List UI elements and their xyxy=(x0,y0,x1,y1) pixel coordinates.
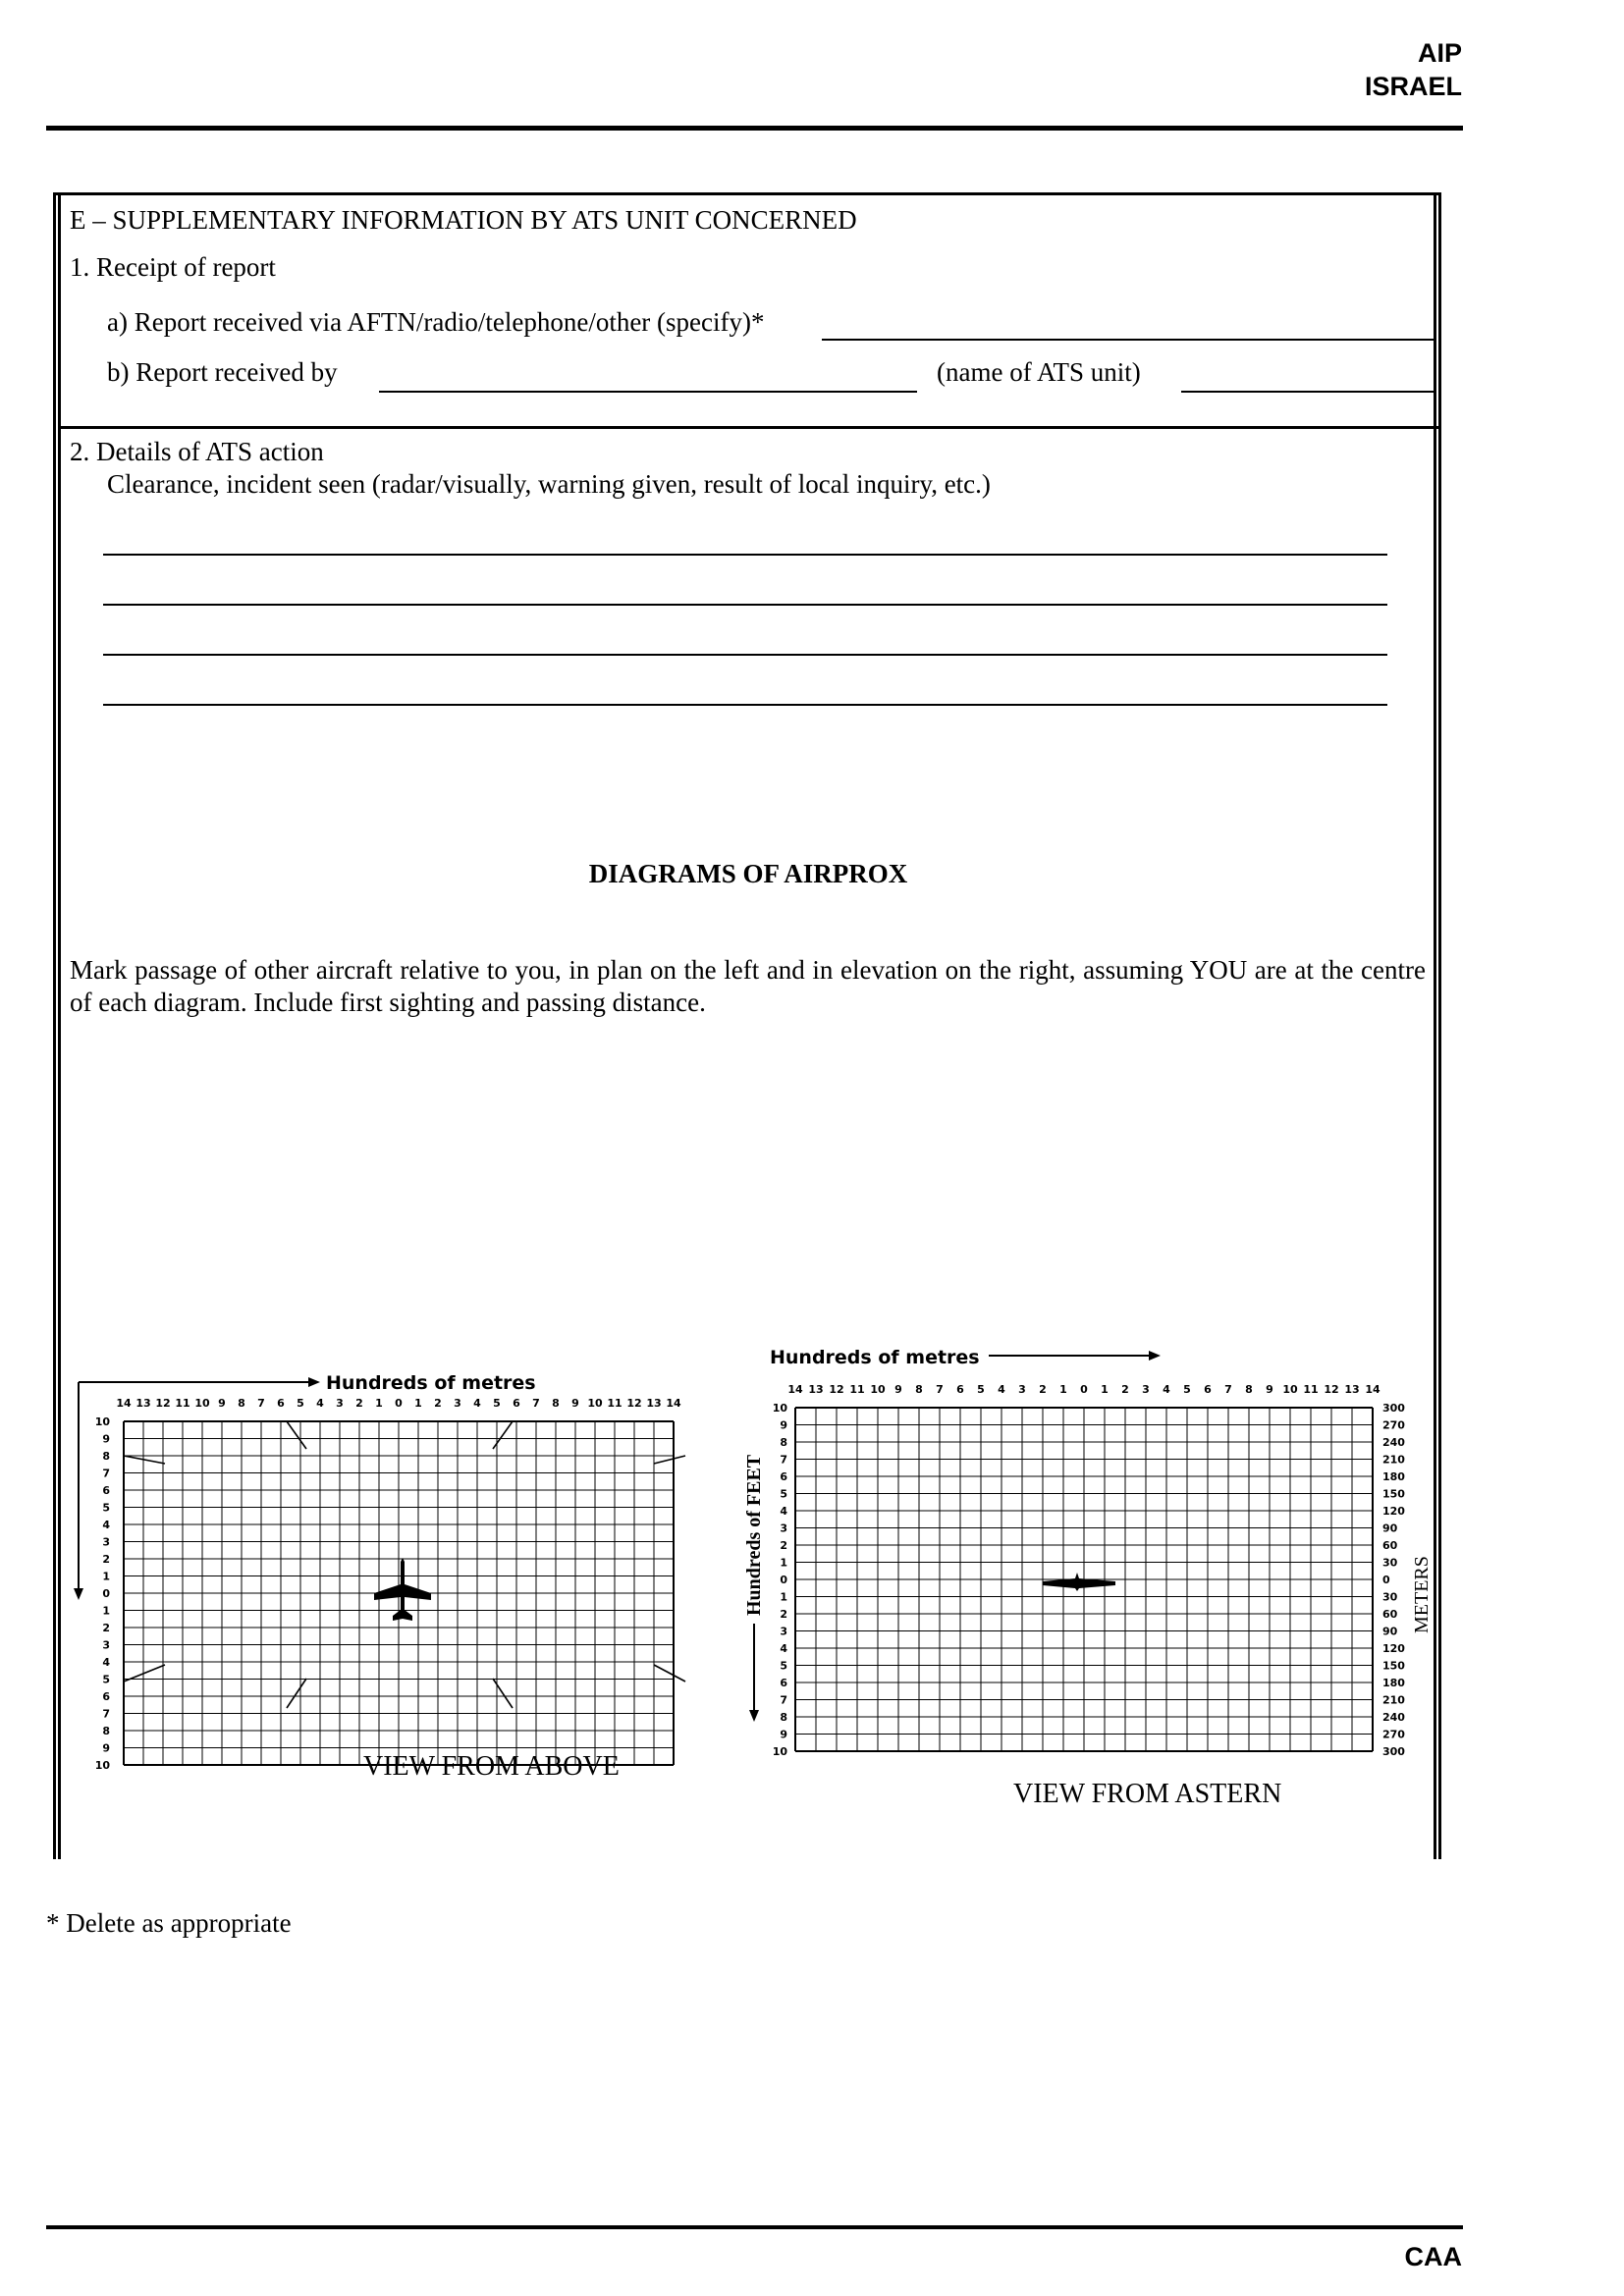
astern-y-tick-label: 5 xyxy=(780,1659,787,1673)
astern-x-tick-label: 11 xyxy=(1303,1383,1319,1396)
astern-x-tick-label: 10 xyxy=(870,1383,886,1396)
aircraft-plan-icon xyxy=(374,1558,431,1621)
above-y-tick-label: 7 xyxy=(102,1707,110,1721)
above-x-tick-label: 5 xyxy=(297,1397,304,1410)
diagrams-instructions: Mark passage of other aircraft relative to you, in plan on the left and in elevation on the right, assuming YOU are at the centre of each diagram. Include first sighting and passing distance. xyxy=(70,955,1426,1017)
astern-meter-ticks xyxy=(1382,1402,1405,1758)
above-x-tick-label: 7 xyxy=(532,1397,540,1410)
astern-meter-tick-label: 210 xyxy=(1382,1693,1405,1707)
astern-meter-tick-label: 60 xyxy=(1382,1539,1398,1552)
ats-unit-name-field[interactable] xyxy=(1181,391,1434,393)
above-x-tick-label: 8 xyxy=(238,1397,245,1410)
item-report-received-by: b) Report received by xyxy=(107,357,338,387)
above-y-tick-label: 1 xyxy=(102,1604,110,1618)
header-israel: ISRAEL xyxy=(1364,72,1462,101)
above-y-tick-label: 1 xyxy=(102,1570,110,1583)
astern-x-tick-label: 12 xyxy=(829,1383,844,1396)
astern-x-tick-label: 2 xyxy=(1121,1383,1129,1396)
header-aip: AIP xyxy=(1417,38,1462,68)
frame-left-border-inner xyxy=(58,192,61,1859)
astern-x-tick-label: 2 xyxy=(1039,1383,1047,1396)
above-x-tick-label: 6 xyxy=(513,1397,520,1410)
astern-meter-tick-label: 300 xyxy=(1382,1745,1405,1758)
footnote: * Delete as appropriate xyxy=(46,1908,292,1938)
astern-y-tick-label: 9 xyxy=(780,1728,787,1741)
item-report-received-via: a) Report received via AFTN/radio/telephone/other (specify)* xyxy=(107,307,765,337)
astern-x-tick-label: 14 xyxy=(1365,1383,1380,1396)
astern-x-tick-label: 13 xyxy=(1344,1383,1360,1396)
above-y-tick-label: 0 xyxy=(102,1587,110,1600)
astern-y-tick-label: 8 xyxy=(780,1711,787,1724)
footer-caa: CAA xyxy=(1404,2242,1462,2271)
down-arrow-icon xyxy=(749,1710,759,1722)
astern-meter-tick-label: 0 xyxy=(1382,1574,1390,1586)
frame-left-border-outer xyxy=(53,192,56,1859)
astern-meter-tick-label: 30 xyxy=(1382,1556,1398,1570)
ats-action-line-4[interactable] xyxy=(103,704,1387,706)
footer-rule xyxy=(46,2225,1463,2229)
above-x-tick-label: 1 xyxy=(414,1397,422,1410)
astern-x-tick-label: 4 xyxy=(1163,1383,1170,1396)
astern-meter-tick-label: 30 xyxy=(1382,1590,1398,1604)
item-details-of-ats-action: 2. Details of ATS action xyxy=(70,437,324,466)
above-y-tick-label: 2 xyxy=(102,1622,110,1634)
astern-meter-tick-label: 180 xyxy=(1382,1677,1405,1689)
above-y-tick-label: 10 xyxy=(94,1759,110,1772)
above-x-tick-label: 14 xyxy=(666,1397,681,1410)
above-caption: VIEW FROM ABOVE xyxy=(363,1751,620,1782)
report-via-specify-field[interactable] xyxy=(822,339,1434,341)
astern-x-tick-label: 9 xyxy=(894,1383,902,1396)
astern-y-tick-label: 1 xyxy=(780,1590,787,1604)
above-x-tick-label: 14 xyxy=(116,1397,132,1410)
above-x-tick-label: 2 xyxy=(355,1397,363,1410)
astern-x-tick-label: 9 xyxy=(1266,1383,1273,1396)
above-y-tick-label: 3 xyxy=(102,1638,110,1652)
astern-x-tick-label: 12 xyxy=(1324,1383,1339,1396)
above-y-tick-label: 2 xyxy=(102,1553,110,1566)
astern-x-tick-label: 4 xyxy=(998,1383,1005,1396)
above-y-tick-label: 6 xyxy=(102,1690,110,1703)
above-y-tick-label: 9 xyxy=(102,1432,110,1446)
astern-y-tick-label: 4 xyxy=(780,1505,787,1518)
astern-y-tick-label: 2 xyxy=(780,1539,787,1552)
above-x-tick-label: 2 xyxy=(434,1397,442,1410)
above-x-tick-label: 4 xyxy=(473,1397,481,1410)
astern-y-tick-label: 7 xyxy=(780,1453,787,1467)
above-y-tick-label: 5 xyxy=(102,1501,110,1515)
report-received-by-field[interactable] xyxy=(379,391,917,393)
ats-action-line-1[interactable] xyxy=(103,554,1387,556)
frame-top-border xyxy=(53,192,1441,195)
astern-x-tick-label: 3 xyxy=(1142,1383,1150,1396)
astern-meter-tick-label: 210 xyxy=(1382,1453,1405,1467)
above-x-ticks xyxy=(116,1397,681,1410)
astern-y-tick-label: 9 xyxy=(780,1418,787,1432)
astern-meter-tick-label: 120 xyxy=(1382,1642,1405,1655)
astern-meter-tick-label: 270 xyxy=(1382,1418,1405,1432)
above-x-tick-label: 6 xyxy=(277,1397,285,1410)
astern-x-tick-label: 10 xyxy=(1282,1383,1298,1396)
astern-y-tick-label: 7 xyxy=(780,1693,787,1707)
item-receipt-of-report: 1. Receipt of report xyxy=(70,252,276,282)
above-x-tick-label: 11 xyxy=(175,1397,190,1410)
above-x-tick-label: 10 xyxy=(194,1397,210,1410)
astern-x-tick-label: 7 xyxy=(1224,1383,1232,1396)
above-x-tick-label: 5 xyxy=(493,1397,501,1410)
astern-x-ticks xyxy=(787,1383,1380,1396)
astern-x-tick-label: 11 xyxy=(849,1383,865,1396)
above-y-tick-label: 3 xyxy=(102,1535,110,1549)
astern-y-ticks xyxy=(773,1402,788,1758)
above-x-tick-label: 7 xyxy=(257,1397,265,1410)
view-from-astern-diagram[interactable] xyxy=(738,1339,1450,1809)
astern-meter-tick-label: 120 xyxy=(1382,1505,1405,1518)
astern-x-tick-label: 0 xyxy=(1080,1383,1088,1396)
astern-meter-tick-label: 300 xyxy=(1382,1402,1405,1415)
above-x-tick-label: 4 xyxy=(316,1397,324,1410)
astern-x-tick-label: 13 xyxy=(808,1383,824,1396)
above-y-tick-label: 5 xyxy=(102,1673,110,1686)
astern-y-tick-label: 3 xyxy=(780,1522,787,1535)
astern-x-tick-label: 7 xyxy=(936,1383,944,1396)
above-y-ticks xyxy=(95,1415,111,1772)
astern-meter-tick-label: 180 xyxy=(1382,1470,1405,1483)
above-y-tick-label: 6 xyxy=(102,1484,110,1497)
above-x-tick-label: 12 xyxy=(626,1397,642,1410)
astern-meter-tick-label: 240 xyxy=(1382,1711,1405,1724)
above-y-tick-label: 4 xyxy=(102,1656,110,1669)
ats-action-line-3[interactable] xyxy=(103,654,1387,656)
section-divider xyxy=(58,426,1438,429)
above-x-tick-label: 3 xyxy=(454,1397,461,1410)
astern-x-tick-label: 8 xyxy=(1245,1383,1253,1396)
right-arrow-icon xyxy=(1149,1351,1161,1361)
above-y-tick-label: 8 xyxy=(102,1450,110,1463)
above-x-tick-label: 13 xyxy=(646,1397,662,1410)
astern-meter-tick-label: 90 xyxy=(1382,1625,1398,1638)
astern-meter-tick-label: 150 xyxy=(1382,1659,1405,1673)
astern-meter-tick-label: 150 xyxy=(1382,1487,1405,1501)
astern-x-tick-label: 5 xyxy=(1183,1383,1191,1396)
above-y-tick-label: 7 xyxy=(102,1467,110,1480)
astern-meter-tick-label: 270 xyxy=(1382,1728,1405,1741)
above-y-tick-label: 9 xyxy=(102,1741,110,1755)
astern-x-tick-label: 5 xyxy=(977,1383,985,1396)
above-x-tick-label: 9 xyxy=(218,1397,226,1410)
astern-y-tick-label: 8 xyxy=(780,1436,787,1449)
above-x-tick-label: 12 xyxy=(155,1397,171,1410)
above-x-tick-label: 10 xyxy=(587,1397,603,1410)
above-x-tick-label: 11 xyxy=(607,1397,623,1410)
astern-x-tick-label: 6 xyxy=(1204,1383,1212,1396)
astern-caption: VIEW FROM ASTERN xyxy=(1013,1779,1282,1809)
above-x-tick-label: 3 xyxy=(336,1397,344,1410)
astern-axis-title: Hundreds of metres xyxy=(770,1347,980,1368)
astern-meter-tick-label: 90 xyxy=(1382,1522,1398,1535)
astern-x-tick-label: 1 xyxy=(1059,1383,1067,1396)
astern-y-tick-label: 2 xyxy=(780,1608,787,1621)
astern-x-tick-label: 14 xyxy=(787,1383,803,1396)
astern-feet-title: Hundreds of FEET xyxy=(743,1454,765,1616)
above-x-tick-label: 1 xyxy=(375,1397,383,1410)
astern-y-tick-label: 4 xyxy=(780,1642,787,1655)
above-x-tick-label: 0 xyxy=(395,1397,403,1410)
astern-y-tick-label: 0 xyxy=(780,1574,787,1586)
item-details-description: Clearance, incident seen (radar/visually, warning given, result of local inquiry, etc.) xyxy=(107,469,991,499)
astern-meter-tick-label: 60 xyxy=(1382,1608,1398,1621)
astern-meters-title: METERS xyxy=(1411,1556,1433,1633)
astern-y-tick-label: 5 xyxy=(780,1487,787,1501)
above-x-tick-label: 13 xyxy=(135,1397,151,1410)
astern-y-tick-label: 10 xyxy=(772,1402,787,1415)
astern-x-tick-label: 8 xyxy=(915,1383,923,1396)
label-name-of-ats-unit: (name of ATS unit) xyxy=(937,357,1141,387)
astern-x-tick-label: 6 xyxy=(956,1383,964,1396)
ats-action-line-2[interactable] xyxy=(103,604,1387,606)
above-y-tick-label: 10 xyxy=(94,1415,110,1428)
diagrams-title: DIAGRAMS OF AIRPROX xyxy=(588,859,908,888)
astern-x-tick-label: 1 xyxy=(1101,1383,1109,1396)
right-arrow-icon xyxy=(308,1377,320,1387)
astern-y-tick-label: 10 xyxy=(772,1745,787,1758)
astern-y-tick-label: 6 xyxy=(780,1470,787,1483)
astern-y-tick-label: 6 xyxy=(780,1677,787,1689)
above-y-tick-label: 8 xyxy=(102,1725,110,1737)
down-arrow-icon xyxy=(74,1588,83,1600)
header-rule xyxy=(46,126,1463,131)
astern-y-tick-label: 1 xyxy=(780,1556,787,1570)
above-y-tick-label: 4 xyxy=(102,1519,110,1531)
astern-meter-tick-label: 240 xyxy=(1382,1436,1405,1449)
astern-y-tick-label: 3 xyxy=(780,1625,787,1638)
astern-x-tick-label: 3 xyxy=(1018,1383,1026,1396)
section-e-title: E – SUPPLEMENTARY INFORMATION BY ATS UNIT CONCERNED xyxy=(70,205,857,235)
above-x-tick-label: 8 xyxy=(552,1397,560,1410)
above-x-tick-label: 9 xyxy=(571,1397,579,1410)
view-from-above-diagram[interactable] xyxy=(69,1353,717,1785)
above-axis-title: Hundreds of metres xyxy=(326,1372,536,1394)
